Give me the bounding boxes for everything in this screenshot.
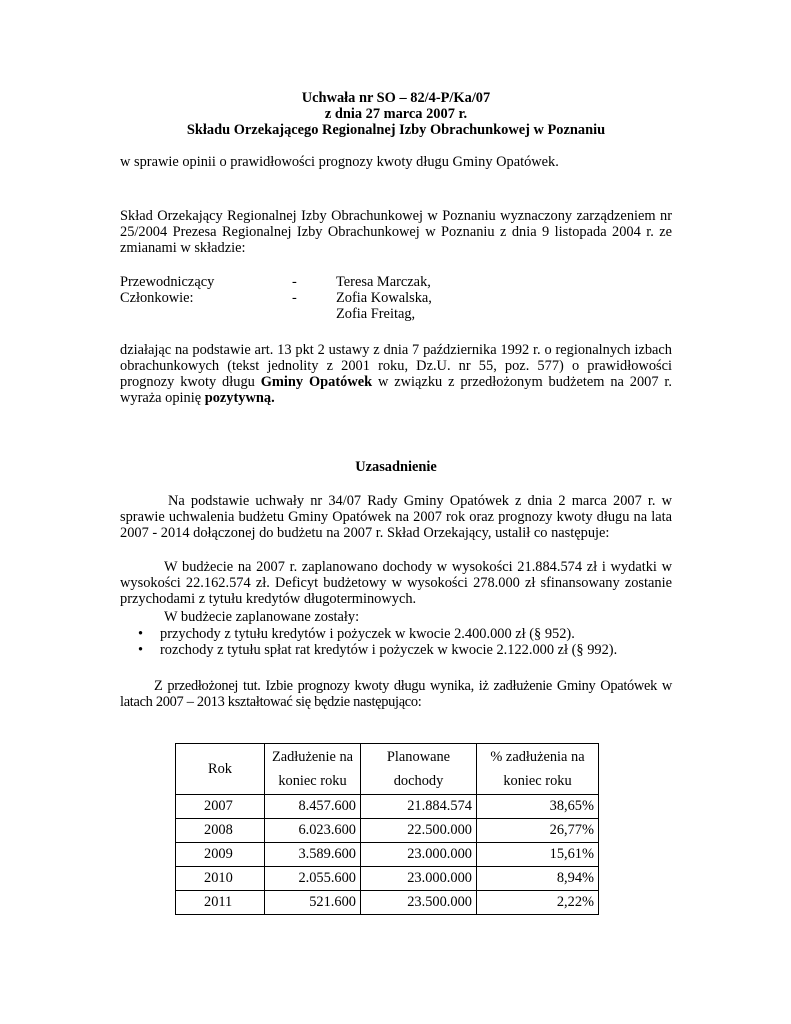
cell-income: 23.000.000 xyxy=(361,843,477,867)
debt-forecast-table xyxy=(175,743,599,915)
cell-year: 2010 xyxy=(176,867,265,891)
table-row xyxy=(176,891,599,915)
table-row xyxy=(176,867,599,891)
resolution-number: Uchwała nr SO – 82/4-P/Ka/07 xyxy=(301,90,491,106)
bullet-symbol: • xyxy=(138,626,144,642)
debt-forecast-paragraph: Z przedłożonej tut. Izbie prognozy kwoty długu wynika, iż zadłużenie Gminy Opatówek w latach 2007 – 2013 kształtować się będzie następująco: xyxy=(120,678,672,710)
member-1-name: Zofia Kowalska, xyxy=(336,290,432,306)
cell-percent: 26,77% xyxy=(477,819,599,843)
bullet-item-1 xyxy=(134,626,674,642)
resolution-header xyxy=(120,90,672,138)
cell-year: 2011 xyxy=(176,891,265,915)
cell-debt: 521.600 xyxy=(265,891,361,915)
cell-debt: 8.457.600 xyxy=(265,795,361,819)
members-row xyxy=(120,290,520,306)
members-dash: - xyxy=(292,290,297,306)
cell-income: 23.500.000 xyxy=(361,891,477,915)
legal-basis-paragraph xyxy=(120,342,672,406)
composition-list xyxy=(120,274,520,322)
cell-debt: 6.023.600 xyxy=(265,819,361,843)
cell-percent: 2,22% xyxy=(477,891,599,915)
justification-heading: Uzasadnienie xyxy=(355,459,437,475)
header-year: Rok xyxy=(176,744,265,795)
bullet-text-1: przychody z tytułu kredytów i pożyczek w kwocie 2.400.000 zł (§ 952). xyxy=(160,626,575,642)
cell-percent: 15,61% xyxy=(477,843,599,867)
header-debt-percent: % zadłużenia na koniec roku xyxy=(477,744,599,795)
subject-line: w sprawie opinii o prawidłowości prognozy kwoty długu Gminy Opatówek. xyxy=(120,154,559,170)
header-income: Planowane dochody xyxy=(361,744,477,795)
cell-debt: 2.055.600 xyxy=(265,867,361,891)
chair-row xyxy=(120,274,520,290)
cell-percent: 8,94% xyxy=(477,867,599,891)
issuing-body: Składu Orzekającego Regionalnej Izby Obrachunkowej w Poznaniu xyxy=(186,122,606,138)
budget-bullets xyxy=(134,626,674,658)
cell-income: 22.500.000 xyxy=(361,819,477,843)
budget-paragraph: W budżecie na 2007 r. zaplanowano dochody w wysokości 21.884.574 zł i wydatki w wysokości 22.162.574 zł. Deficyt budżetowy w wysokości 278.000 zł sfinansowany zostanie przychodami z tytułu kredytów długoterminowych. xyxy=(120,559,672,607)
cell-year: 2008 xyxy=(176,819,265,843)
cell-debt: 3.589.600 xyxy=(265,843,361,867)
table-header-row xyxy=(176,744,599,795)
gmina-name: Gminy Opatówek xyxy=(260,374,373,390)
justification-paragraph-1: Na podstawie uchwały nr 34/07 Rady Gminy Opatówek z dnia 2 marca 2007 r. w sprawie uchwalenia budżetu Gminy Opatówek na 2007 rok oraz prognozy kwoty długu na lata 2007 - 2014 dołączonej do budżetu na 2007 r. Skład Orzekający, ustalił co następuje: xyxy=(120,493,672,541)
cell-percent: 38,65% xyxy=(477,795,599,819)
member-2-name: Zofia Freitag, xyxy=(336,306,416,322)
table-row xyxy=(176,819,599,843)
budget-planned-intro: W budżecie zaplanowane zostały: xyxy=(164,609,360,625)
intro-paragraph: Skład Orzekający Regionalnej Izby Obrachunkowej w Poznaniu wyznaczony zarządzeniem nr 25/2004 Prezesa Regionalnej Izby Obrachunkowej w Poznaniu z dnia 9 listopada 2004 r. ze zmianami w składzie: xyxy=(120,208,672,256)
basis-text-2: w związku z przedłożonym budżetem na 2007 r. wyraża opinię xyxy=(120,374,673,406)
chair-label: Przewodniczący xyxy=(120,274,215,290)
chair-dash: - xyxy=(292,274,297,290)
opinion-value: pozytywną. xyxy=(204,390,275,406)
header-debt: Zadłużenie na koniec roku xyxy=(265,744,361,795)
cell-year: 2009 xyxy=(176,843,265,867)
bullet-text-2: rozchody z tytułu spłat rat kredytów i pożyczek w kwocie 2.122.000 zł (§ 992). xyxy=(160,642,618,658)
cell-income: 23.000.000 xyxy=(361,867,477,891)
chair-name: Teresa Marczak, xyxy=(336,274,431,290)
basis-text-1: działając na podstawie art. 13 pkt 2 ustawy z dnia 7 października 1992 r. o regionalnych izbach obrachunkowych (tekst jednolity z 2001 roku, Dz.U. nr 55, poz. 577) o prawidłowości prognozy kwoty długu xyxy=(120,342,672,390)
bullet-symbol: • xyxy=(138,642,144,658)
resolution-date: z dnia 27 marca 2007 r. xyxy=(324,106,468,122)
member-2-row xyxy=(120,306,520,322)
members-label: Członkowie: xyxy=(120,290,194,306)
cell-year: 2007 xyxy=(176,795,265,819)
table-row xyxy=(176,795,599,819)
cell-income: 21.884.574 xyxy=(361,795,477,819)
table-row xyxy=(176,843,599,867)
bullet-item-2 xyxy=(134,642,674,658)
